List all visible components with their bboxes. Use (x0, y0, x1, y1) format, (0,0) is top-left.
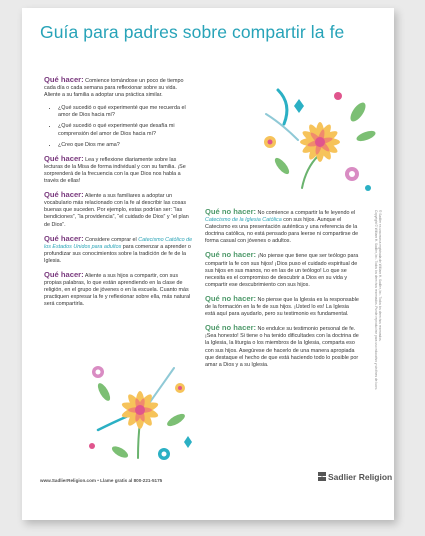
tip-text: para comenzar a aprender o profundizar sus conocimientos sobre la tradición de fe de la Iglesia. (44, 243, 191, 264)
no-hacer-label: Qué no hacer: (205, 250, 257, 260)
no-hacer-label: Qué no hacer: (205, 293, 257, 303)
hacer-label: Qué hacer: (44, 190, 84, 200)
no-hacer-label: Qué no hacer: (205, 323, 257, 333)
left-column (44, 76, 194, 314)
reflection-questions (44, 105, 194, 148)
tip-text: Aliente a sus familiares a adoptar un vocabulario más relacionado con la fe al describir las cosas buenas que suceden. Por ejemplo, estas podrían ser: “las bendiciones”, “la providencia”, “el cuidado de Dios” y “el plan de Dios”. (44, 193, 189, 228)
tip-text: No comience a compartir la fe leyendo el (256, 210, 356, 216)
copyright-sidebar (374, 210, 384, 480)
hacer-label: Qué hacer: (44, 75, 84, 84)
tip-paragraph (205, 295, 360, 318)
catechism-adults-link[interactable]: Catecismo Católico de los Estados Unidos para adultos (44, 236, 193, 250)
tip-text: Aliente a sus hijos a compartir, con sus propias palabras, lo que están aprendiendo en la clase de religión, en el grupo de jóvenes o en la escuela. Cuanto más practiquen expresar la fe y reflexionar sobre ella, más natural será compartirla. (44, 272, 191, 308)
copyright-text: ® Sadlier es una marca registrada de William H. Sadlier, Inc. Todos los derechos reservados. (378, 210, 382, 342)
tip-paragraph (44, 76, 194, 99)
tip-text: Comience tomándose un poco de tiempo cada día o cada semana para reflexionar sobre su vida. Aliente a su familia a adoptar una práctica similar. (44, 78, 184, 99)
list-item: • ¿Qué sucedió o qué experimenté que desafía mi comprensión del amor de Dios hacia mí? (58, 123, 194, 137)
tip-text: Considere comprar el (83, 236, 139, 243)
catechism-link[interactable]: Catecismo de la Iglesia Católica (205, 217, 282, 224)
floral-decoration-top (258, 84, 384, 202)
floral-decoration-bottom (84, 358, 194, 466)
tip-paragraph (44, 155, 194, 185)
sadlier-logo (318, 472, 392, 482)
tip-paragraph (44, 271, 194, 308)
copyright-text: Copyright © William H. Sadlier, Inc. Todos los derechos reservados. Puede reproducirse para uso educativo y sin fines de lucro. (374, 210, 378, 391)
tip-paragraph (44, 235, 194, 265)
right-column (205, 208, 360, 375)
tip-paragraph (205, 251, 360, 288)
tip-paragraph (205, 208, 360, 245)
no-hacer-label: Qué no hacer: (205, 207, 257, 216)
footer-contact: www.SadlierReligion.com • Llame gratis al 800-221-5175 (40, 478, 163, 483)
page-title: Guía para padres sobre compartir la fe (40, 22, 345, 42)
tip-text: No piense que la Iglesia es la responsable de la formación en la fe de sus hijos. ¡Usted lo es! La Iglesia está aquí para ayudarlo, pero su testimonio es fundamental. (205, 296, 359, 318)
logo-text: Sadlier Religion (328, 472, 393, 482)
tip-text: con sus hijos. Aunque el Catecismo es una presentación auténtica y una referencia de la doctrina católica, no está pensado para leerse ni compartirse de forma casual con jóvenes o adultos. (205, 217, 359, 245)
list-item: • ¿Qué sucedió o qué experimenté que me recuerda el amor de Dios hacia mí? (58, 105, 194, 119)
sadlier-logo-icon (318, 472, 326, 481)
tip-text: Lea y reflexione diariamente sobre las lecturas de la Misa de forma individual y con su familia. ¡Se sorprenderá de la frecuencia con la que Dios nos habla a través de ellas! (44, 156, 186, 185)
list-item: • ¿Creo que Dios me ama? (58, 142, 194, 149)
tip-paragraph (205, 324, 360, 369)
tip-text: ¡No piense que tiene que ser teólogo para compartir la fe con sus hijos! ¡Dios puso el cuidado espiritual de sus hijos en sus manos, no en las de un teólogo! Lo que se necesita es el compromiso de descubrir a Dios en su vida y compartir ese descubrimiento con sus hijos. (205, 253, 359, 288)
tip-paragraph (44, 191, 194, 228)
tip-text: No endulce su testimonio personal de fe. ¡Sea honesto! Si tiene o ha tenido dificultades con la doctrina de la Iglesia, la liturgia o los miembros de la Iglesia, comparta eso con sus hijos. Asegúrese de hacerlo de una manera apropiada que destaque el hecho de que está haciendo todo lo posible por amar a Dios y a su Iglesia. (205, 326, 359, 368)
hacer-label: Qué hacer: (44, 233, 84, 243)
hacer-label: Qué hacer: (44, 269, 84, 279)
hacer-label: Qué hacer: (44, 153, 84, 163)
